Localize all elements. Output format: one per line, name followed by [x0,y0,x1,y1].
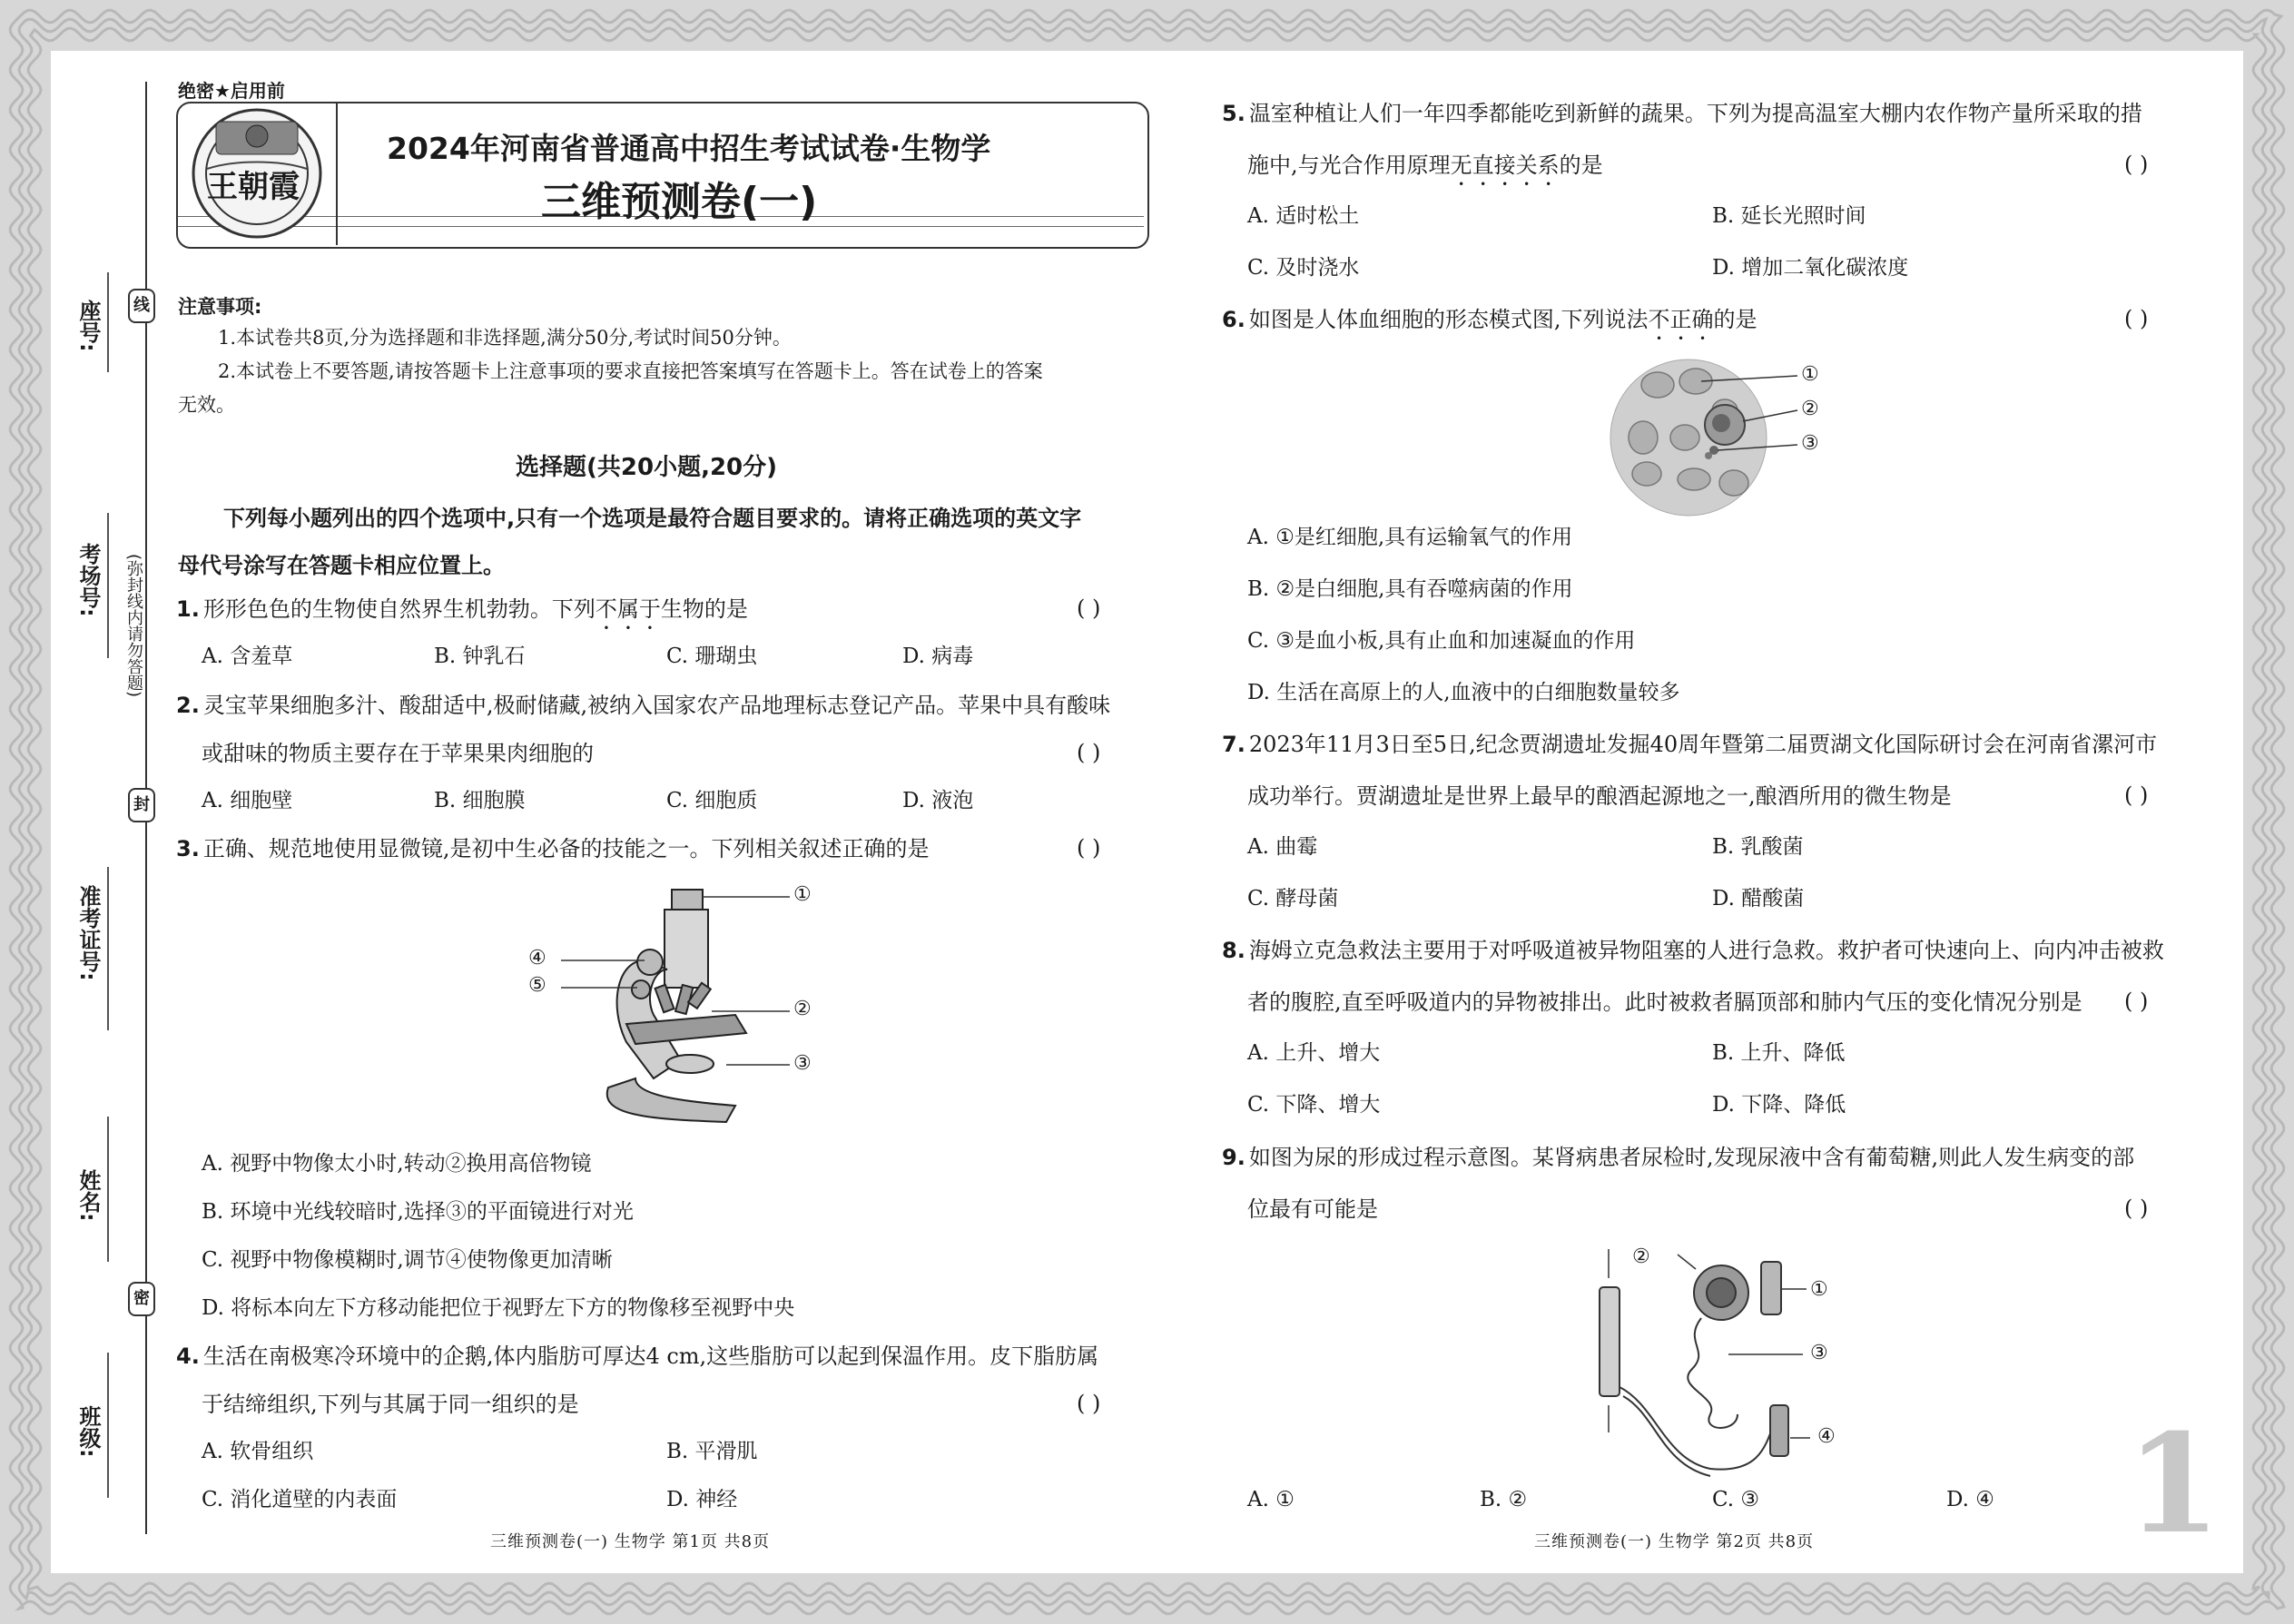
blood-cell-figure [1607,356,1934,519]
exam-room-label: 考场号: [75,543,101,617]
question-4-answer-paren: ( ) [1077,1391,1101,1416]
q6-option-d[interactable]: D. 生活在高原上的人,血液中的白细胞数量较多 [1247,681,1680,704]
question-3-stem: 正确、规范地使用显微镜,是初中生必备的技能之一。下列相关叙述正确的是 [202,836,930,861]
question-2 [176,690,1110,721]
question-9-line-1: 如图为尿的形成过程示意图。某肾病患者尿检时,发现尿液中含有葡萄糖,则此人发生病变的部 [1248,1145,2135,1170]
q4-option-b[interactable]: B. 平滑肌 [666,1440,758,1463]
question-3 [176,833,929,864]
question-6-emphasis: 不正确 [1648,307,1714,332]
question-7-answer-paren: ( ) [2124,782,2149,808]
q4-option-d[interactable]: D. 神经 [666,1488,738,1511]
question-5-number: 5. [1222,101,1245,126]
question-4-line-2: 于结缔组织,下列与其属于同一组织的是 [202,1392,579,1417]
question-7-line-1: 2023年11月3日至5日,纪念贾湖遗址发掘40周年暨第二届贾湖文化国际研讨会在河南省漯河市 [1248,732,2158,757]
admission-number-label: 准考证号: [75,885,101,981]
q3-option-a[interactable]: A. 视野中物像太小时,转动②换用高倍物镜 [202,1152,592,1176]
notice-item-2: 2.本试卷上不要答题,请按答题卡上注意事项的要求直接把答案填写在答题卡上。答在试卷上的答案 [218,360,1043,382]
question-5-line-1: 温室种植让人们一年四季都能吃到新鲜的蔬果。下列为提高温室大棚内农作物产量所采取的措 [1248,101,2142,126]
q8-option-c[interactable]: C. 下降、增大 [1247,1093,1381,1117]
q6-option-a[interactable]: A. ①是红细胞,具有运输氧气的作用 [1247,526,1573,549]
q9-option-c[interactable]: C. ③ [1712,1488,1760,1511]
question-1-emphasis: 不属于 [595,596,661,622]
q5-option-d[interactable]: D. 增加二氧化碳浓度 [1712,256,1909,280]
nephron-label-3: ③ [1810,1342,1828,1364]
secret-label: 绝密★启用前 [178,80,285,102]
microscope-label-1: ① [793,883,812,906]
question-8-line-2: 者的腹腔,直至呼吸道内的异物被排出。此时被救者膈顶部和肺内气压的变化情况分别是 [1247,989,2082,1015]
section-intro-1: 下列每小题列出的四个选项中,只有一个选项是最符合题目要求的。请将正确选项的英文字 [223,506,1082,531]
q2-option-a[interactable]: A. 细胞壁 [202,789,293,812]
question-1-stem-a: 形形色色的生物使自然界生机勃勃。下列 [202,596,596,622]
q7-option-a[interactable]: A. 曲霉 [1247,835,1318,859]
question-9-line-2: 位最有可能是 [1247,1196,1378,1222]
class-line [107,1353,109,1498]
seat-number-label: 座号: [75,300,101,352]
question-6 [1222,304,1757,345]
question-5-line-2-a: 施中,与光合作用原理 [1247,153,1451,178]
question-9-number: 9. [1222,1145,1245,1170]
q4-option-c[interactable]: C. 消化道壁的内表面 [202,1488,398,1511]
notice-item-1: 1.本试卷共8页,分为选择题和非选择题,满分50分,考试时间50分钟。 [218,327,792,349]
question-3-number: 3. [176,836,200,861]
footer-left: 三维预测卷(一) 生物学 第1页 共8页 [490,1532,771,1551]
class-label: 班级: [75,1405,101,1458]
question-5-emphasis: 无直接关系 [1450,153,1560,178]
q1-option-d[interactable]: D. 病毒 [902,645,974,668]
q9-option-d[interactable]: D. ④ [1946,1488,1994,1511]
admission-number-line [107,867,109,1030]
question-4 [176,1341,1098,1372]
q2-option-b[interactable]: B. 细胞膜 [434,789,526,812]
question-2-line-1: 灵宝苹果细胞多汁、酸甜适中,极耐储藏,被纳入国家农产品地理标志登记产品。苹果中具有酸味 [202,693,1111,718]
nephron-label-2: ② [1632,1245,1650,1268]
q6-option-c[interactable]: C. ③是血小板,具有止血和加速凝血的作用 [1247,629,1636,653]
q4-option-a[interactable]: A. 软骨组织 [202,1440,314,1463]
exam-title: 2024年河南省普通高中招生考试试卷·生物学 [387,131,991,166]
question-6-stem-b: 的是 [1713,307,1757,332]
question-9 [1222,1142,2134,1173]
question-2-line-2: 或甜味的物质主要存在于苹果果肉细胞的 [202,741,594,766]
logo-text: 王朝霞 [207,169,300,205]
microscope-label-5: ⑤ [528,974,546,997]
mark-seal-box: 封 [128,788,155,822]
q1-option-b[interactable]: B. 钟乳石 [434,645,526,668]
question-3-answer-paren: ( ) [1077,835,1101,861]
mark-line-box: 线 [128,289,155,323]
nephron-figure [1583,1242,1874,1487]
question-5-line-2 [1247,150,1603,191]
section-intro-2: 母代号涂写在答题卡相应位置上。 [178,553,505,578]
q1-option-c[interactable]: C. 珊瑚虫 [666,645,758,668]
q5-option-b[interactable]: B. 延长光照时间 [1712,204,1866,228]
exam-room-line [107,513,109,658]
q5-option-c[interactable]: C. 及时浇水 [1247,256,1360,280]
question-1-number: 1. [176,596,200,622]
microscope-label-3: ③ [793,1052,812,1075]
question-4-number: 4. [176,1343,200,1369]
mark-secret-box: 密 [128,1282,155,1316]
question-8-answer-paren: ( ) [2124,989,2149,1014]
q5-option-a[interactable]: A. 适时松土 [1247,204,1360,228]
q2-option-d[interactable]: D. 液泡 [902,789,974,812]
question-5-answer-paren: ( ) [2124,152,2149,177]
q7-option-c[interactable]: C. 酵母菌 [1247,887,1339,910]
question-8-number: 8. [1222,938,1245,963]
question-2-answer-paren: ( ) [1077,740,1101,765]
q2-option-c[interactable]: C. 细胞质 [666,789,758,812]
microscope-label-4: ④ [528,947,546,969]
question-9-answer-paren: ( ) [2124,1196,2149,1221]
section-title: 选择题(共20小题,20分) [516,454,778,481]
question-7-line-2: 成功举行。贾湖遗址是世界上最早的酿酒起源地之一,酿酒所用的微生物是 [1247,783,1952,809]
nephron-label-4: ④ [1817,1425,1836,1448]
microscope-label-2: ② [793,998,812,1020]
page-watermark-number: 1 [2126,1404,2221,1564]
question-7-number: 7. [1222,732,1245,757]
nephron-label-1: ① [1810,1278,1828,1301]
question-8 [1222,935,2164,966]
q7-option-d[interactable]: D. 醋酸菌 [1712,887,1805,910]
question-2-number: 2. [176,693,200,718]
name-line [107,1117,109,1262]
q9-option-b[interactable]: B. ② [1480,1488,1528,1511]
q8-option-d[interactable]: D. 下降、降低 [1712,1093,1846,1117]
seat-number-line [107,272,109,372]
q1-option-a[interactable]: A. 含羞草 [202,645,293,668]
notice-heading: 注意事项: [178,296,262,318]
q3-option-d[interactable]: D. 将标本向左下方移动能把位于视野左下方的物像移至视野中央 [202,1296,795,1320]
binding-note: (弥封线内请勿答题) [122,554,145,697]
question-5-line-2-b: 的是 [1559,153,1603,178]
question-1 [176,594,748,635]
question-5 [1222,98,2142,129]
q7-option-b[interactable]: B. 乳酸菌 [1712,835,1804,859]
blood-label-1: ① [1801,363,1819,386]
exam-subtitle: 三维预测卷(一) [541,179,818,225]
blood-label-2: ② [1801,398,1819,420]
footer-right: 三维预测卷(一) 生物学 第2页 共8页 [1534,1532,1815,1551]
question-4-line-1: 生活在南极寒冷环境中的企鹅,体内脂肪可厚达4 cm,这些脂肪可以起到保温作用。皮下脂肪属 [202,1343,1099,1369]
question-6-number: 6. [1222,307,1245,332]
question-1-answer-paren: ( ) [1077,595,1101,621]
header-divider [336,102,338,245]
q8-option-b[interactable]: B. 上升、降低 [1712,1041,1846,1065]
name-label: 姓名: [75,1169,101,1222]
question-7 [1222,729,2157,760]
q3-option-b[interactable]: B. 环境中光线较暗时,选择③的平面镜进行对光 [202,1200,634,1224]
q3-option-c[interactable]: C. 视野中物像模糊时,调节④使物像更加清晰 [202,1248,613,1272]
question-6-stem-a: 如图是人体血细胞的形态模式图,下列说法 [1248,307,1649,332]
q6-option-b[interactable]: B. ②是白细胞,具有吞噬病菌的作用 [1247,577,1573,601]
q8-option-a[interactable]: A. 上升、增大 [1247,1041,1381,1065]
blood-label-3: ③ [1801,432,1819,455]
notice-item-2-cont: 无效。 [178,394,235,416]
question-1-stem-b: 生物的是 [660,596,748,622]
question-8-line-1: 海姆立克急救法主要用于对呼吸道被异物阻塞的人进行急救。救护者可快速向上、向内冲击被救 [1248,938,2164,963]
question-6-answer-paren: ( ) [2124,306,2149,331]
q9-option-a[interactable]: A. ① [1247,1488,1295,1511]
